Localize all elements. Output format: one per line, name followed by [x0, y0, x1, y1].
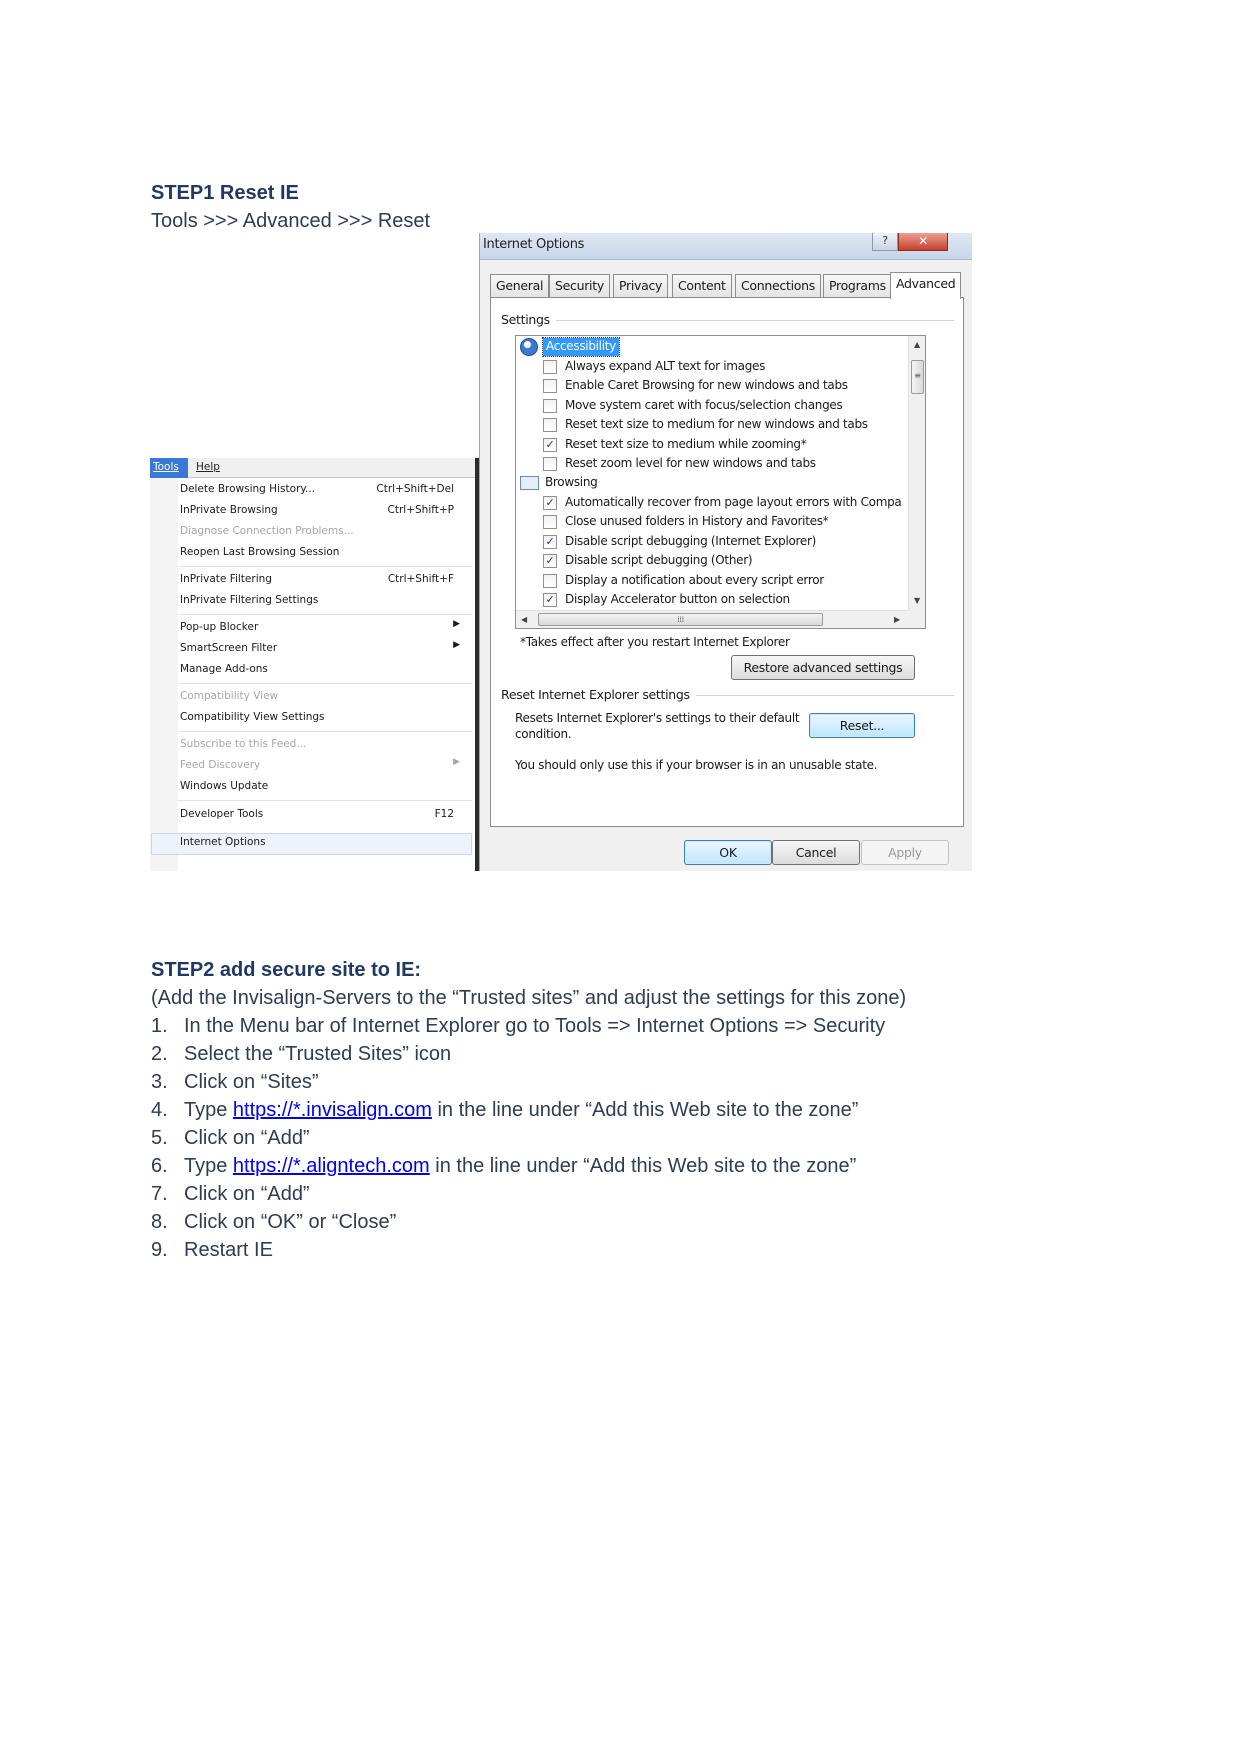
settings-list[interactable]: Accessibility Always expand ALT text for images Enable Caret Browsing for new windows and tabs Move system caret with focus/selection changes Reset text size to medium for new windows and tabs ✓ Reset text size to medium while zooming* Reset zoom level for new windows and tabs Browsing ✓ Automatically recover from page layout errors with Compa Close unused folders in History and Favorites* ✓ Disable script debugging (Internet Explorer) ✓ Disable script debugging (Other) Display a notification about every script error ✓ Display Accelerator button on selection ▲ ≡ ▼ ◀ ⁞⁞⁞ ▶ — [515, 335, 926, 629]
unusable-state-note: You should only use this if your browser is in an unusable state. — [515, 758, 878, 772]
menu-item-internet-options[interactable]: Internet Options — [151, 833, 472, 855]
scroll-corner — [908, 610, 925, 628]
category-browsing-label: Browsing — [545, 475, 598, 489]
list-item: 7. Click on “Add” — [151, 1183, 310, 1205]
step1-path: Tools >>> Advanced >>> Reset — [151, 210, 431, 232]
menu-item-manage-addons[interactable]: Manage Add-ons — [180, 663, 268, 675]
step2-intro: (Add the Invisalign-Servers to the “Trusted sites” and adjust the settings for this zone) — [151, 987, 907, 1009]
dialog-titlebar — [480, 233, 972, 260]
scroll-down-icon[interactable]: ▼ — [914, 596, 920, 605]
menu-item-compatibility-view-settings[interactable]: Compatibility View Settings — [180, 711, 325, 723]
horizontal-scrollbar[interactable] — [516, 610, 910, 628]
screenshot-composite — [150, 233, 972, 871]
tab-general[interactable]: General — [490, 274, 549, 298]
list-item: 8. Click on “OK” or “Close” — [151, 1211, 397, 1233]
tab-privacy[interactable]: Privacy — [613, 274, 668, 298]
reset-group-label: Reset Internet Explorer settings — [501, 687, 696, 702]
menu-bar-tools[interactable]: Tools — [150, 458, 188, 478]
tab-advanced[interactable]: Advanced — [890, 272, 961, 299]
internet-options-dialog — [479, 233, 972, 871]
menu-bar-help[interactable]: Help — [196, 461, 220, 473]
ok-button[interactable]: OK — [684, 840, 772, 865]
menu-item-inprivate-browsing[interactable]: InPrivate Browsing Ctrl+Shift+P — [180, 504, 454, 516]
checkbox[interactable] — [543, 379, 557, 393]
list-item: 5. Click on “Add” — [151, 1127, 310, 1149]
category-accessibility-label: Accessibility — [543, 338, 619, 356]
menu-item-inprivate-filtering[interactable]: InPrivate Filtering Ctrl+Shift+F — [180, 573, 454, 585]
submenu-arrow-icon: ▶ — [453, 757, 460, 767]
restart-note: *Takes effect after you restart Internet Explorer — [520, 635, 790, 649]
menu-item-diagnose-connection: Diagnose Connection Problems... — [180, 525, 354, 537]
checkbox[interactable] — [543, 399, 557, 413]
checkbox[interactable] — [543, 515, 557, 529]
list-item: 9. Restart IE — [151, 1239, 273, 1261]
checkbox-checked[interactable]: ✓ — [543, 535, 557, 549]
menu-gutter — [150, 478, 178, 871]
restore-advanced-settings-button[interactable]: Restore advanced settings — [731, 655, 915, 680]
checkbox[interactable] — [543, 457, 557, 471]
tab-content[interactable]: Content — [672, 274, 732, 298]
horizontal-scroll-thumb[interactable]: ⁞⁞⁞ — [538, 613, 823, 626]
submenu-arrow-icon: ▶ — [453, 619, 460, 629]
menu-item-popup-blocker[interactable]: Pop-up Blocker ▶ — [180, 619, 460, 633]
list-item: 6. Type https://*.aligntech.com in the line under “Add this Web site to the zone” — [151, 1155, 857, 1177]
category-browsing[interactable] — [520, 474, 900, 493]
reset-description-line2: condition. — [515, 727, 572, 741]
list-item: 4. Type https://*.invisalign.com in the line under “Add this Web site to the zone” — [151, 1099, 859, 1121]
checkbox-checked[interactable]: ✓ — [543, 593, 557, 607]
tab-programs[interactable]: Programs — [823, 274, 892, 298]
tab-connections[interactable]: Connections — [735, 274, 821, 298]
settings-group-line — [552, 320, 954, 321]
step2-heading: STEP2 add secure site to IE: — [151, 959, 422, 981]
checkbox[interactable] — [543, 360, 557, 374]
checkbox-checked[interactable]: ✓ — [543, 496, 557, 510]
reset-description-line1: Resets Internet Explorer's settings to their default — [515, 711, 800, 725]
menu-item-smartscreen-filter[interactable]: SmartScreen Filter ▶ — [180, 640, 460, 654]
scroll-up-icon[interactable]: ▲ — [914, 340, 920, 349]
submenu-arrow-icon: ▶ — [453, 640, 460, 650]
cancel-button[interactable]: Cancel — [772, 840, 860, 865]
vertical-scrollbar[interactable] — [908, 336, 925, 612]
tools-menu — [150, 458, 479, 871]
menu-separator — [178, 614, 472, 615]
vertical-scroll-thumb[interactable]: ≡ — [911, 360, 924, 394]
checkbox[interactable] — [543, 574, 557, 588]
reset-group-line — [692, 695, 954, 696]
help-button[interactable]: ? — [872, 233, 898, 251]
menu-bar — [150, 458, 475, 478]
menu-item-reopen-last-session[interactable]: Reopen Last Browsing Session — [180, 546, 340, 558]
menu-item-compatibility-view: Compatibility View — [180, 690, 279, 702]
reset-button[interactable]: Reset... — [809, 713, 915, 738]
apply-button: Apply — [861, 840, 949, 865]
menu-item-windows-update[interactable]: Windows Update — [180, 780, 269, 792]
list-item: 3. Click on “Sites” — [151, 1071, 319, 1093]
menu-item-developer-tools[interactable]: Developer Tools F12 — [180, 808, 454, 820]
scroll-left-icon[interactable]: ◀ — [521, 615, 527, 624]
browsing-folder-icon — [520, 476, 539, 490]
accessibility-icon — [520, 338, 538, 356]
tab-security[interactable]: Security — [549, 274, 610, 298]
menu-separator — [178, 731, 472, 732]
list-item: 1. In the Menu bar of Internet Explorer go to Tools => Internet Options => Security — [151, 1015, 886, 1037]
menu-item-feed-discovery: Feed Discovery ▶ — [180, 757, 460, 771]
menu-separator — [178, 683, 472, 684]
menu-item-delete-browsing-history[interactable]: Delete Browsing History... Ctrl+Shift+Del — [180, 483, 454, 495]
invisalign-link[interactable]: https://*.invisalign.com — [232, 1099, 432, 1121]
checkbox-checked[interactable]: ✓ — [543, 438, 557, 452]
step1-heading: STEP1 Reset IE — [151, 182, 299, 204]
close-button[interactable]: ✕ — [898, 233, 948, 251]
menu-item-subscribe-feed: Subscribe to this Feed... — [180, 738, 307, 750]
menu-separator — [178, 566, 472, 567]
menu-separator — [178, 800, 472, 801]
checkbox[interactable] — [543, 418, 557, 432]
category-accessibility[interactable] — [520, 338, 900, 357]
settings-group-label: Settings — [501, 312, 556, 327]
scroll-right-icon[interactable]: ▶ — [894, 615, 900, 624]
dialog-title: Internet Options — [483, 237, 585, 252]
aligntech-link[interactable]: https://*.aligntech.com — [232, 1155, 430, 1177]
menu-item-inprivate-filtering-settings[interactable]: InPrivate Filtering Settings — [180, 594, 319, 606]
list-item: 2. Select the “Trusted Sites” icon — [151, 1043, 452, 1065]
checkbox-checked[interactable]: ✓ — [543, 554, 557, 568]
